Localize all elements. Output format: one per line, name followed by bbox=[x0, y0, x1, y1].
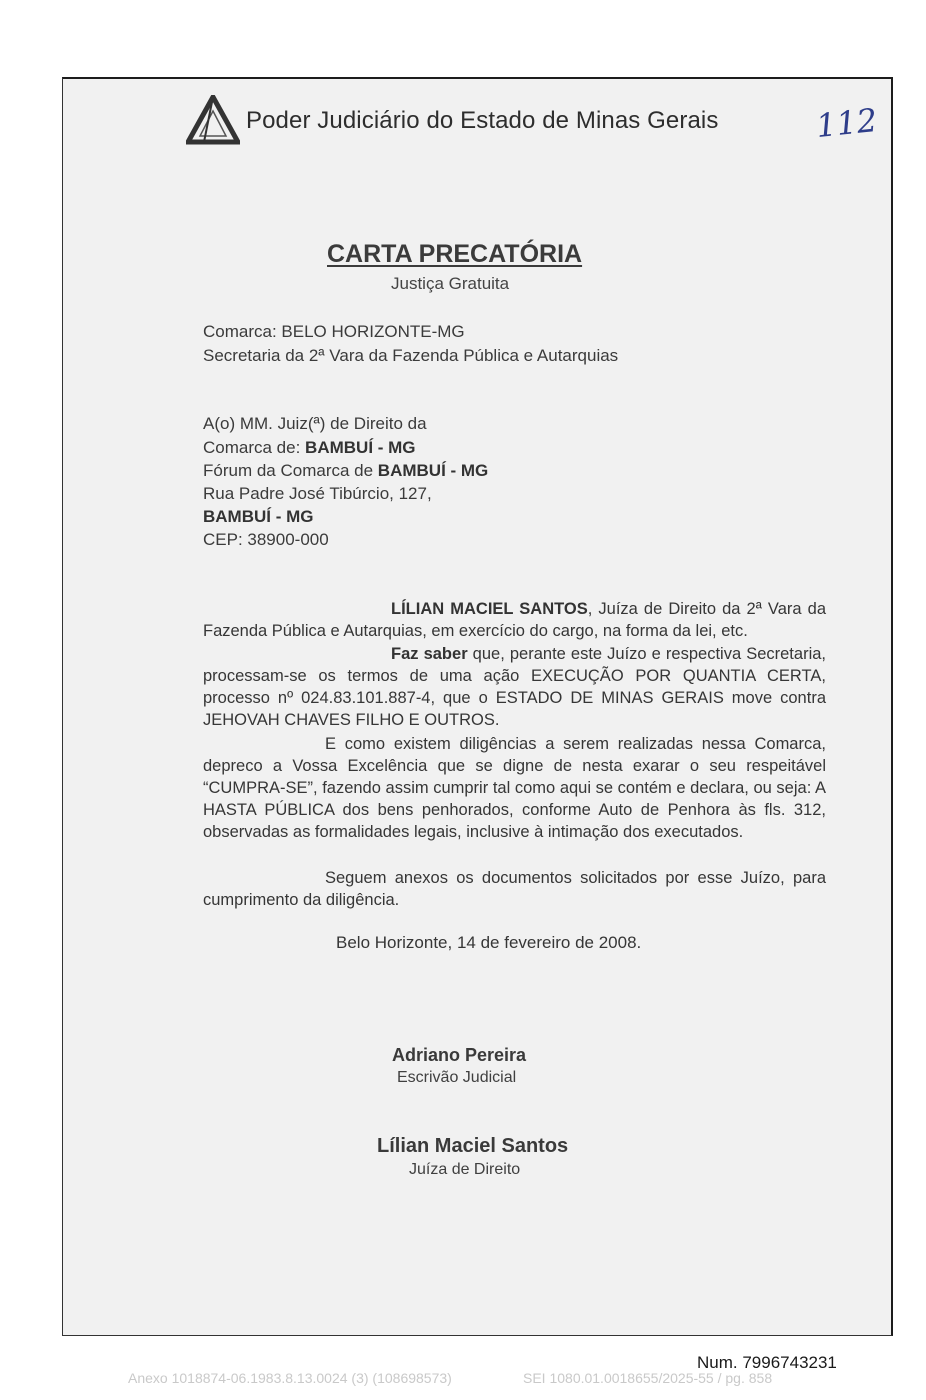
signature-name-judge: Lílian Maciel Santos bbox=[377, 1135, 569, 1157]
signature-role-judge: Juíza de Direito bbox=[409, 1161, 521, 1178]
addressee-line-1: A(o) MM. Juiz(ª) de Direito da bbox=[203, 414, 427, 433]
paragraph-3-text: E como existem diligências a serem realizadas nessa Comarca, depreco a Vossa Excelência que se digne de nesta exarar o seu respeitável “CUMPRA-SE”, fazendo assim cumprir tal como aqui se contém e declara, ou seja: A HASTA PÚBLICA dos bens penhorados, conforme Auto de Penhora às fls. 312, observadas as formalidades legais, inclusive à intimação dos executados. bbox=[203, 735, 826, 841]
paragraph-4 bbox=[203, 867, 826, 911]
handwritten-page-number: 112 bbox=[814, 100, 879, 146]
paragraph-4-text: Seguem anexos os documentos solicitados por esse Juízo, para cumprimento da diligência. bbox=[203, 869, 826, 909]
addressee-cep: CEP: 38900-000 bbox=[203, 530, 329, 549]
origin-comarca: Comarca: BELO HORIZONTE-MG bbox=[203, 322, 465, 341]
addressee-line-2 bbox=[203, 438, 416, 458]
paragraph-3 bbox=[203, 733, 826, 843]
document-title: CARTA PRECATÓRIA bbox=[327, 240, 583, 268]
paragraph-2-text: que, perante este Juízo e respectiva Secretaria, processam-se os termos de uma ação EXECUÇÃO POR QUANTIA CERTA, processo nº 024.83.101.887-4, que o ESTADO DE MINAS GERAIS move contra JEHOVAH CHAVES FILHO E OUTROS. bbox=[203, 645, 826, 729]
origin-secretaria: Secretaria da 2ª Vara da Fazenda Pública e Autarquias bbox=[203, 346, 619, 365]
faz-saber: Faz saber bbox=[391, 645, 468, 663]
paragraph-1-text: , Juíza de Direito da 2ª Vara da Fazenda Pública e Autarquias, em exercício do cargo, na forma da lei, etc. bbox=[203, 600, 826, 640]
institution-name: Poder Judiciário do Estado de Minas Gerais bbox=[246, 107, 719, 134]
paragraph-1 bbox=[203, 598, 826, 642]
tjmg-logo-icon bbox=[186, 95, 240, 145]
addressee-label: Comarca de: bbox=[203, 438, 306, 457]
date-line: Belo Horizonte, 14 de fevereiro de 2008. bbox=[336, 933, 642, 952]
addressee-forum-city: BAMBUÍ - MG bbox=[377, 461, 489, 480]
signature-name-clerk: Adriano Pereira bbox=[392, 1045, 527, 1065]
addressee-forum-label: Fórum da Comarca de bbox=[203, 461, 378, 480]
signature-role-clerk: Escrivão Judicial bbox=[397, 1069, 517, 1086]
addressee-line-3 bbox=[203, 461, 488, 481]
addressee-comarca: BAMBUÍ - MG bbox=[305, 438, 416, 457]
sei-reference: SEI 1080.01.0018655/2025-55 / pg. 858 bbox=[523, 1370, 773, 1386]
judge-name: LÍLIAN MACIEL SANTOS bbox=[391, 600, 588, 618]
addressee-city: BAMBUÍ - MG bbox=[203, 507, 314, 526]
paragraph-2 bbox=[203, 643, 826, 731]
addressee-street: Rua Padre José Tibúrcio, 127, bbox=[203, 484, 432, 503]
document-subtitle: Justiça Gratuita bbox=[391, 274, 510, 293]
annex-reference: Anexo 1018874-06.1983.8.13.0024 (3) (108698573) bbox=[128, 1370, 452, 1386]
document-number: Num. 7996743231 bbox=[697, 1353, 837, 1372]
